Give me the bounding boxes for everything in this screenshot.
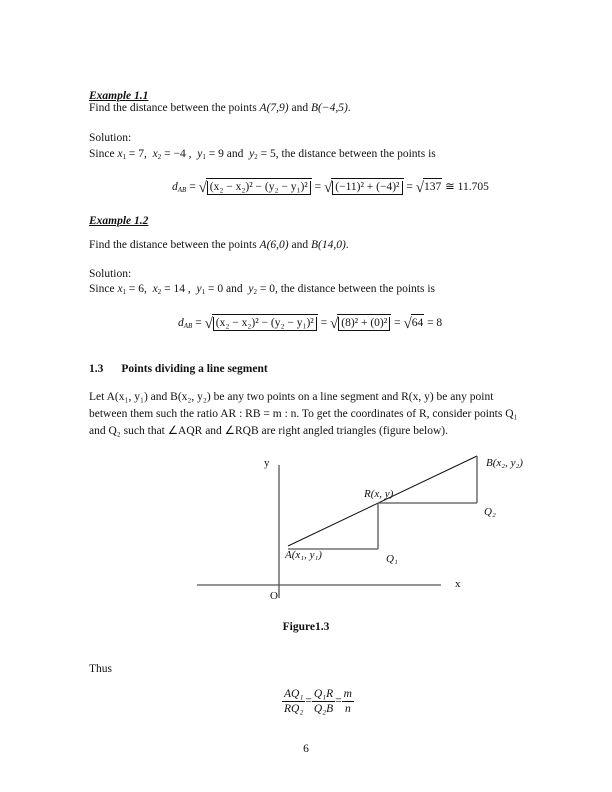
sqrt-icon: √	[324, 180, 333, 196]
question-text: Find the distance between the points	[89, 102, 260, 114]
x1-value: 6	[138, 283, 145, 295]
frac-num: m	[343, 688, 352, 700]
y2-value: 5	[269, 148, 276, 160]
sqrt-icon: √	[330, 316, 339, 332]
since-suffix: , the distance between the points is	[275, 148, 436, 160]
x-axis-label: x	[455, 578, 461, 590]
formula-lhs-sub: AB	[177, 186, 187, 194]
point-a-label: A(x₁, y₁)	[285, 549, 322, 561]
question-text: Find the distance between the points	[89, 239, 260, 251]
point-b: B(−4,5)	[310, 102, 348, 114]
point-b: B(14,0)	[310, 239, 346, 251]
segment-ab	[288, 456, 477, 546]
sqrt-icon: √	[415, 180, 424, 196]
example-1-1-title: Example 1.1	[89, 90, 149, 102]
origin-label: O	[270, 590, 278, 602]
point-a: A(7,9)	[259, 102, 289, 114]
frac-den: RQ₂	[284, 703, 304, 715]
formula-step2: (−11)² + (−4)²	[332, 181, 402, 195]
formula-lhs: d	[178, 317, 184, 329]
formula-step1: (x₂ − x₂)² − (y₂ − y₁)²	[207, 181, 311, 195]
sqrt-icon: √	[403, 316, 412, 332]
formula-lhs: d	[172, 181, 178, 193]
y1-value: 9	[218, 148, 224, 160]
formula-result: ≅ 11.705	[445, 181, 489, 193]
fraction-q1r-q2b	[312, 687, 335, 716]
example-1-2-distance-formula: $d_{AB}$ = √ (x₂ − x₂)² − (y₂ − y₁)² = √ (8)² + (0)² = √64 = 8	[178, 316, 443, 332]
point-r-label: R(x, y)	[364, 488, 394, 500]
example-1-2-title: Example 1.2	[89, 215, 149, 227]
period: .	[347, 102, 351, 114]
frac-num: Q₁R	[313, 688, 334, 700]
section-paragraph-line-3: and Q₂ such that ∠AQR and ∠RQB are right angled triangles (figure below).	[89, 425, 448, 437]
point-b-label: B(x₂, y₂)	[486, 457, 523, 469]
x1-value: 7	[138, 148, 145, 160]
formula-step2: (8)² + (0)²	[338, 317, 390, 331]
example-1-2-solution-label: Solution:	[89, 268, 132, 280]
section-title: Points dividing a line segment	[121, 363, 268, 375]
x2-value: 14	[173, 283, 186, 295]
point-a: A(6,0)	[259, 239, 289, 251]
point-q2-label: Q₂	[484, 506, 496, 518]
section-paragraph-line-2: between them such the ratio AR : RB = m : n. To get the coordinates of R, consider points Q₁	[89, 408, 518, 420]
fraction-aq1-rq2	[282, 687, 305, 716]
thus-text: Thus	[89, 663, 112, 675]
formula-lhs-sub: AB	[183, 322, 193, 330]
period: .	[345, 239, 349, 251]
example-1-2-given-values: Since $x_1 = 6$, $x_2 = 14$ , $y_1 = 0$ and $y_2 = 0$, the distance between the points is	[89, 283, 435, 296]
section-number: 1.3	[89, 363, 104, 375]
figure-caption: Figure1.3	[282, 621, 330, 633]
since-text: Since	[89, 283, 118, 295]
frac-den: n	[344, 703, 351, 715]
and-text: and	[288, 102, 311, 114]
formula-root: 64	[411, 314, 425, 331]
y1-value: 0	[217, 283, 224, 295]
ratio-equation: $\frac{\text{AQ₁}}{\text{RQ₂}}$ = $\frac{\text{Q₁R}}{\text{Q₂B}}$ = $\frac{m}{n}$	[284, 688, 352, 715]
since-text: Since	[89, 148, 118, 160]
example-1-1-distance-formula: $d_{AB}$ = √ (x₂ − x₂)² − (y₂ − y₁)² = √ (−11)² + (−4)² = √137 ≅ 11.705	[172, 180, 489, 196]
sqrt-icon: √	[204, 316, 213, 332]
frac-den: Q₂B	[313, 703, 334, 715]
since-suffix: , the distance between the points is	[274, 283, 435, 295]
point-q1-label: Q₁	[386, 553, 398, 565]
y2-value: 0	[269, 283, 275, 295]
section-paragraph-line-1: Let A(x₁, y₁) and B(x₂, y₂) be any two points on a line segment and R(x, y) be any point	[89, 391, 494, 403]
formula-root: 137	[423, 178, 442, 195]
fraction-m-n	[342, 687, 354, 716]
y-axis-label: y	[264, 457, 270, 469]
sqrt-icon: √	[198, 180, 207, 196]
and-text: and	[288, 239, 311, 251]
example-1-1-solution-label: Solution:	[89, 132, 132, 144]
example-1-1-given-values: Since $x_1 = 7$, $x_2 = -4$ , $y_1 = 9$ and $y_2 = 5$, the distance between the points is	[89, 148, 436, 161]
frac-num: AQ₁	[284, 688, 304, 700]
x2-value: −4	[173, 148, 186, 160]
formula-step1: (x₂ − x₂)² − (y₂ − y₁)²	[213, 317, 317, 331]
page-number: 6	[303, 743, 309, 755]
formula-result: = 8	[427, 317, 443, 329]
